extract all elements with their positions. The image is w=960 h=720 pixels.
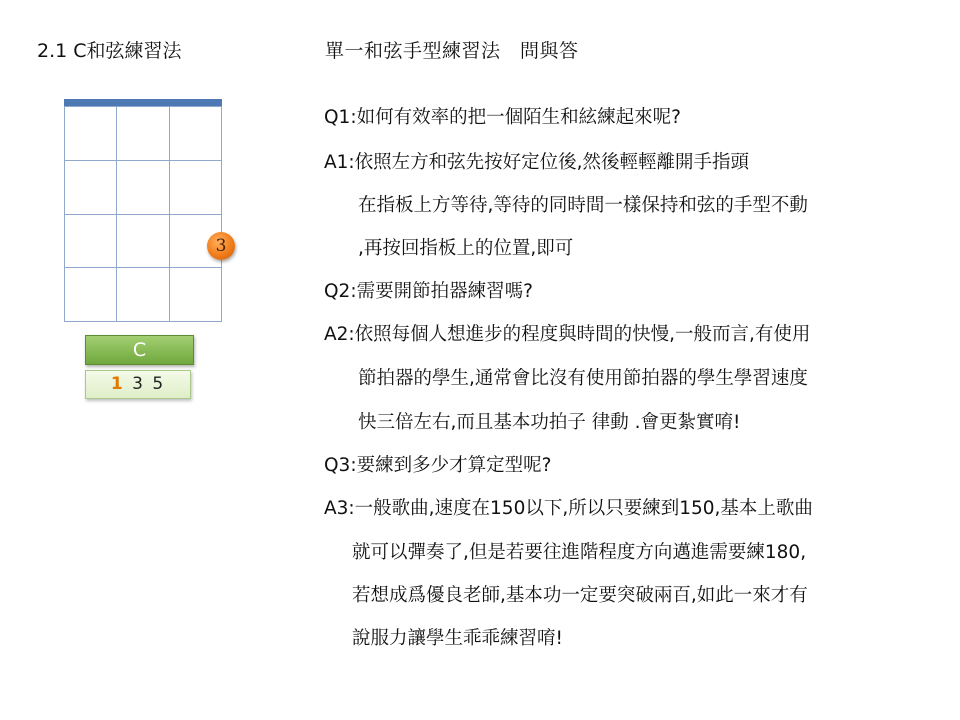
qa-line-a2: A2:依照每個人想進步的程度與時間的快慢,一般而言,有使用 — [324, 324, 811, 345]
qa-line-a3-cont: 就可以彈奏了,但是若要往進階程度方向邁進需要練180, — [352, 542, 807, 563]
qa-line-a3-cont: 若想成爲優良老師,基本功一定要突破兩百,如此一來才有 — [352, 585, 808, 606]
qa-line-q2: Q2:需要開節拍器練習嗎? — [324, 281, 533, 302]
fret-line — [64, 106, 222, 107]
chord-diagram — [64, 99, 222, 323]
qa-line-q1: Q1:如何有效率的把一個陌生和絃練起來呢? — [324, 107, 681, 128]
qa-line-a2-cont: 快三倍左右,而且基本功拍子 律動 .會更紮實唷! — [358, 412, 741, 433]
qa-line-a2-cont: 節拍器的學生,通常會比沒有使用節拍器的學生學習速度 — [358, 368, 808, 389]
qa-line-a1: A1:依照左方和弦先按好定位後,然後輕輕離開手指頭 — [324, 152, 750, 173]
chord-note-root: 1 — [110, 374, 125, 394]
chord-nut — [64, 99, 222, 106]
fret-line — [64, 321, 222, 322]
fret-line — [64, 214, 222, 215]
chord-note-third: 3 — [132, 374, 145, 394]
qa-line-a3: A3:一般歌曲,速度在150以下,所以只要練到150,基本上歌曲 — [324, 498, 813, 519]
slide-title: 2.1 C和弦練習法 — [37, 40, 182, 62]
chord-name-label: C — [85, 335, 194, 365]
section-title: 單一和弦手型練習法 問與答 — [325, 40, 579, 62]
qa-line-a1-cont: ,再按回指板上的位置,即可 — [358, 238, 574, 259]
qa-line-a1-cont: 在指板上方等待,等待的同時間一樣保持和弦的手型不動 — [358, 195, 808, 216]
finger-position-dot: 3 — [207, 232, 235, 260]
qa-line-a3-cont: 說服力讓學生乖乖練習唷! — [352, 628, 563, 649]
fret-line — [64, 267, 222, 268]
chord-notes-label — [85, 370, 191, 399]
fretboard-grid — [64, 106, 222, 322]
fret-line — [64, 160, 222, 161]
chord-note-fifth: 5 — [152, 374, 166, 394]
qa-line-q3: Q3:要練到多少才算定型呢? — [324, 455, 552, 476]
